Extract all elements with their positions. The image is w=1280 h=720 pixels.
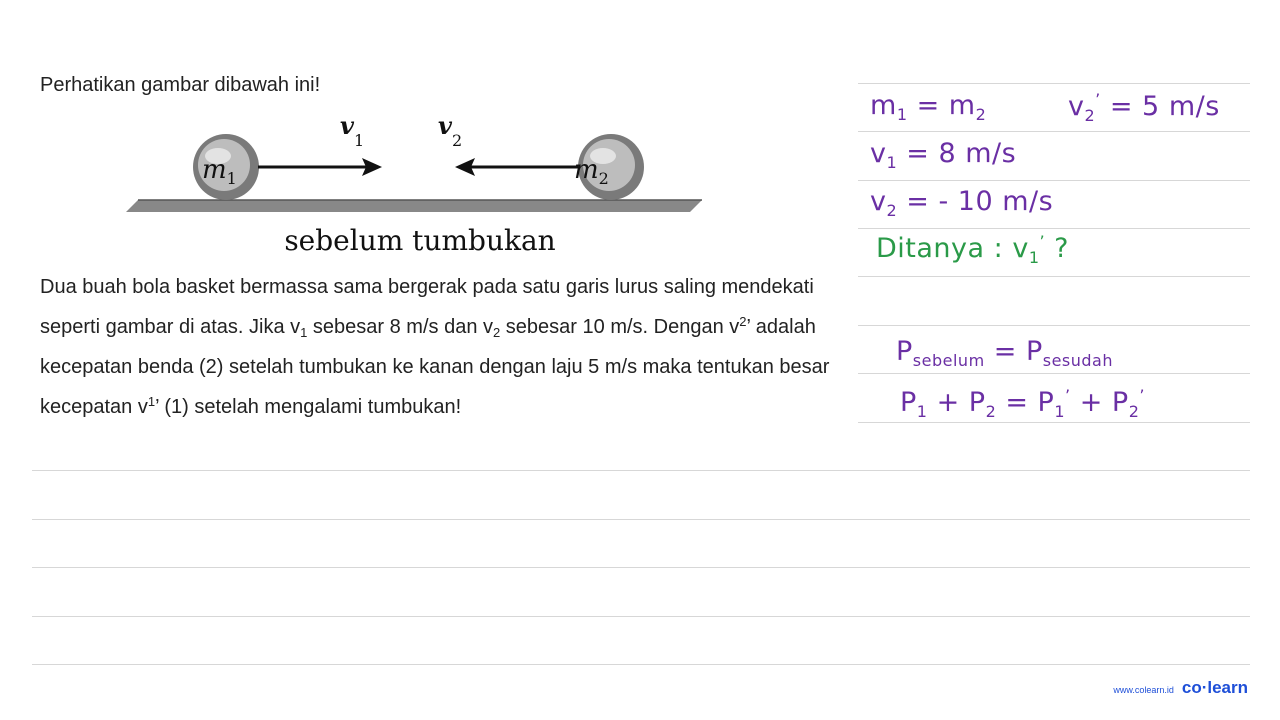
note-rule <box>858 276 1250 277</box>
problem-text: Dua buah bola basket bermassa sama bergerak pada satu garis lurus saling mendekati seperti gambar di atas. Jika $v_1$ sebesar 8 m/s dan $v_2$ sebesar 10 m/s. Dengan $v^2$’ adalah kecepatan benda (2) setelah tumbukan ke kanan dengan laju 5 m/s maka tentukan besar kecepatan $v^1$’ (1) setelah mengalami tumbukan! <box>40 276 830 418</box>
note-v1: $v_1 = 8$ m/s <box>870 138 1017 172</box>
mass2-label: $m_2$ <box>574 155 609 188</box>
page-rule <box>32 664 1250 665</box>
collision-diagram <box>120 108 720 260</box>
note-asked: Ditanya : $v_1^’$ ? <box>876 232 1070 267</box>
brand-watermark <box>1113 678 1248 698</box>
v1-label: $v_1$ <box>340 111 365 150</box>
page-rule <box>32 470 1250 471</box>
page-rule <box>32 567 1250 568</box>
brand-logo: co·learn <box>1181 678 1248 697</box>
brand-url: www.colearn.id <box>1113 685 1174 695</box>
note-mass-equal: $m_1 = m_2$ <box>870 90 987 124</box>
page-rule <box>32 616 1250 617</box>
arrow-v1 <box>258 158 382 176</box>
note-rule <box>858 373 1250 374</box>
note-rule <box>858 422 1250 423</box>
note-v2-after: $v_2^’ = 5$ m/s <box>1068 90 1220 125</box>
page-rule <box>32 519 1250 520</box>
note-rule <box>858 131 1250 132</box>
note-rule <box>858 180 1250 181</box>
figure-caption: sebelum tumbukan <box>284 224 556 257</box>
note-momentum-sum: $P_1 + P_2 = P_1^’ + P_2^’$ <box>900 386 1145 421</box>
problem-title: Perhatikan gambar dibawah ini! <box>40 74 321 96</box>
note-v2: $v_2$ = - 10 m/s <box>870 186 1054 220</box>
note-rule <box>858 83 1250 84</box>
arrow-v2 <box>455 158 578 176</box>
mass1-label: $m_1$ <box>202 155 237 188</box>
note-momentum-conservation: $P_{sebelum} = P_{sesudah}$ <box>896 336 1113 370</box>
note-rule <box>858 228 1250 229</box>
note-rule <box>858 325 1250 326</box>
ground-surface <box>126 200 702 212</box>
v2-label: $v_2$ <box>438 111 463 150</box>
